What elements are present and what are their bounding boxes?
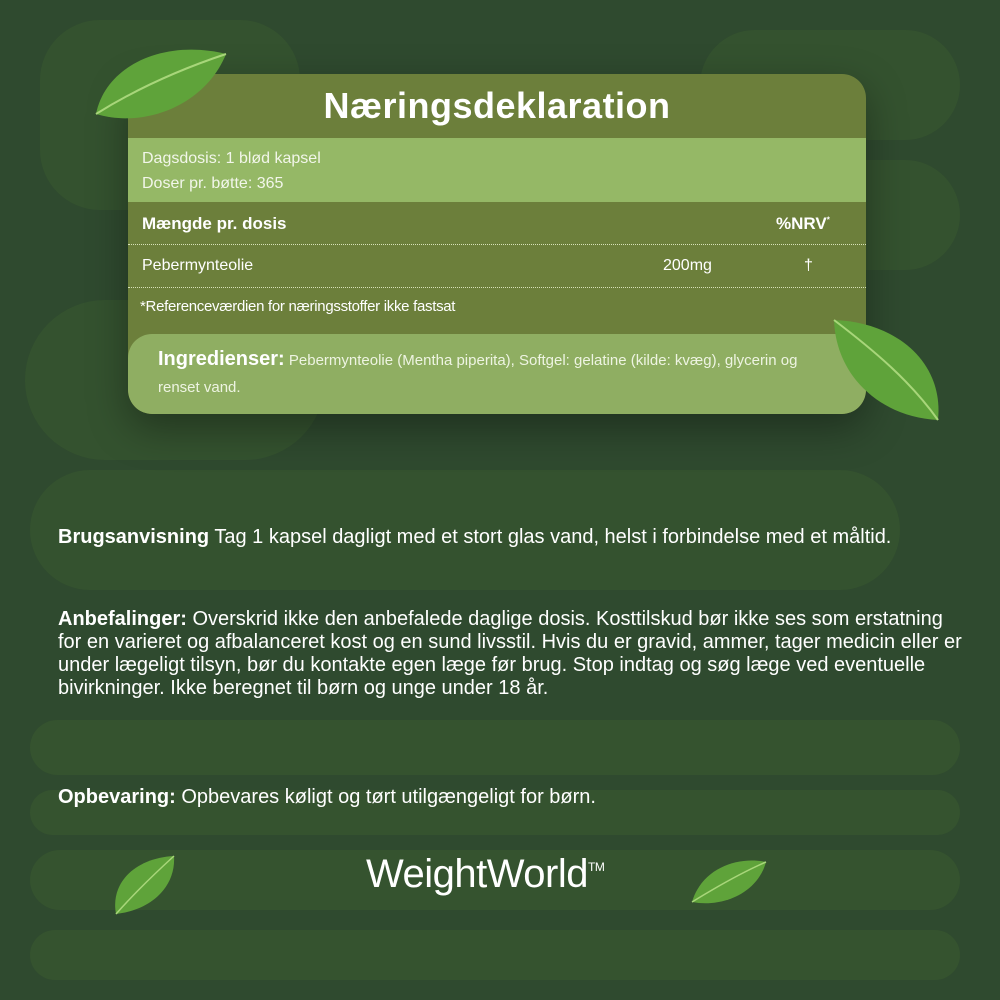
background-shape: [30, 930, 960, 980]
ingredient-amount: 200mg: [663, 257, 712, 274]
ingredients-label: Ingredienser:: [158, 348, 285, 370]
storage-text: Opbevares køligt og tørt utilgængeligt for børn.: [175, 786, 596, 808]
table-row: [128, 245, 866, 288]
nutrition-title: Næringsdeklaration: [323, 85, 671, 126]
brand-name: WeightWorld: [366, 852, 588, 896]
nutrition-card: [128, 74, 866, 414]
ingredient-name: Pebermynteolie: [142, 257, 254, 274]
mint-leaf-icon: [106, 852, 178, 918]
table-header: [128, 202, 866, 245]
mint-leaf-icon: [688, 854, 770, 908]
ingredient-nrv: †: [804, 257, 813, 274]
usage-text: Tag 1 kapsel dagligt med et stort glas vand, helst i forbindelse med et måltid.: [209, 526, 892, 548]
recommendations-section: [58, 608, 968, 700]
recommendations-label: Anbefalinger:: [58, 608, 187, 630]
mint-leaf-icon: [826, 312, 946, 427]
doses-per-tub: Doser pr. bøtte: 365: [142, 175, 284, 192]
background-shape: [30, 720, 960, 775]
nrv-header: %NRV*: [776, 214, 830, 233]
usage-label: Brugsanvisning: [58, 526, 210, 548]
storage-section: [58, 786, 968, 809]
ingredients-panel: [128, 334, 866, 414]
usage-section: [58, 526, 968, 549]
amount-header: Mængde pr. dosis: [142, 214, 287, 233]
recommendations-text: Overskrid ikke den anbefalede daglige dosis. Kosttilskud bør ikke ses som erstatning for en varieret og afbalanceret kost og en sund livsstil. Hvis du er gravid, ammer, tager medicin eller er under lægeligt tilsyn, bør du kontakte egen læge før brug. Stop indtag og søg læge ved eventuelle bivirkninger. Ikke beregnet til børn og unge under 18 år.: [58, 608, 962, 699]
daily-dose: Dagsdosis: 1 blød kapsel: [142, 150, 321, 167]
trademark: TM: [588, 860, 605, 874]
brand-logo: [366, 852, 604, 897]
mint-leaf-icon: [86, 34, 236, 129]
footnote: *Referenceværdien for næringsstoffer ikke fastsat: [140, 298, 456, 315]
storage-label: Opbevaring:: [58, 786, 176, 808]
ingredients-text: Pebermynteolie (Mentha piperita), Softgel: gelatine (kilde: kvæg), glycerin og renset vand.: [158, 352, 798, 396]
dose-info: [128, 138, 866, 202]
